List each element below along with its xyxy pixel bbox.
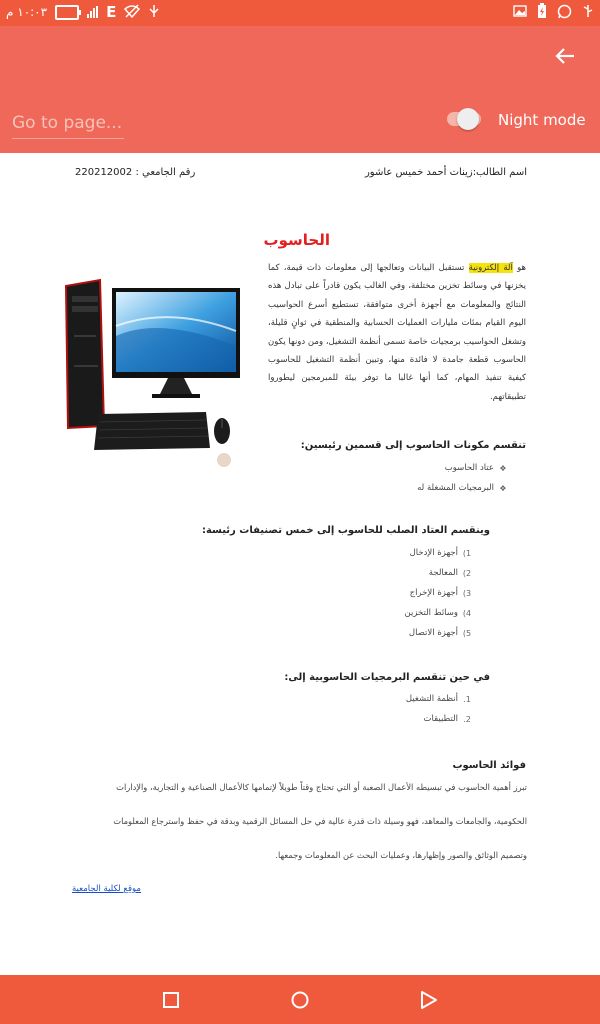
network-type: E [106, 3, 117, 21]
list-item: 3) أجهزة الإخراج [409, 588, 472, 598]
back-triangle-icon[interactable] [416, 987, 442, 1013]
software-heading: في حين تنقسم البرمجيات الحاسوبية إلى: [284, 672, 490, 683]
student-id: رقم الجامعي : 220212002 [75, 167, 196, 178]
usb-icon [148, 4, 160, 20]
benefits-line: وتصميم الوثائق والصور وإظهارها، وعمليات البحث عن المعلومات وجمعها. [275, 850, 527, 860]
intro-line: ثوانٍ قليلة، وتشغل الحواسيب برمجيات خاصة تسمى أنظمة التشغيل، [268, 318, 526, 347]
battery-charging-icon [537, 3, 547, 23]
components-heading: تنقسم مكونات الحاسوب إلى قسمين رئيسين: [300, 440, 526, 451]
intro-line: يخزنها في وسائط تخزين مختلفة، وفي الغالب يكون قادراً على تبادل [284, 281, 526, 292]
recents-square-icon[interactable] [158, 987, 184, 1013]
software-list [406, 689, 476, 729]
computer-image [60, 276, 244, 472]
intro-paragraph [268, 259, 526, 406]
list-item: 1. أنظمة التشغيل [405, 694, 471, 704]
page-title: الحاسوب [263, 231, 330, 249]
hardware-heading: وينقسم العتاد الصلب للحاسوب إلى خمس تصنيفات رئيسة: [201, 525, 490, 536]
intro-line: تستقبل البيانات وتعالجها إلى معلومات ذات قيمة، كما [268, 263, 465, 273]
night-mode-label: Night mode [498, 111, 586, 129]
intro-line: التشغيل للحاسوب كيفية تنفيذ المهام، كما أنها غالبا ما توفر بيئة [268, 355, 527, 384]
document-page[interactable] [0, 153, 600, 975]
list-item: 2) المعالجة [428, 568, 472, 578]
go-to-page-input[interactable] [12, 108, 124, 139]
benefits-heading: فوائد الحاسوب [452, 760, 526, 771]
list-item: ❖ عتاد الحاسوب [417, 458, 512, 478]
navigation-bar [0, 975, 600, 1024]
student-name: اسم الطالب:زينات أحمد خميس عاشور [364, 167, 527, 178]
signal-icon [87, 6, 98, 18]
usb-icon [582, 4, 594, 22]
benefits-line: الحكومية، والجامعات والمعاهد، فهو وسيلة ذات قدرة عالية في حل المسائل الرقمية وبدقة في حفظ واسترجاع المعلومات [113, 816, 527, 826]
battery-icon [55, 5, 79, 20]
toolbar [0, 26, 600, 153]
list-item: 4) وسائط التخزين [404, 608, 472, 618]
bullet-icon: ❖ [499, 463, 507, 473]
status-right [513, 3, 594, 23]
back-arrow-icon[interactable] [550, 44, 580, 74]
image-icon [513, 5, 527, 21]
status-left [6, 3, 160, 21]
highlighted-text: آلة إلكترونية [468, 263, 513, 273]
hardware-list [405, 543, 476, 643]
toggle-knob [457, 108, 479, 130]
clock: ١٠:٠٣ م [6, 5, 48, 19]
home-circle-icon[interactable] [287, 987, 313, 1013]
intro-prefix: هو [512, 263, 526, 273]
status-bar [0, 0, 600, 26]
list-item: 5) أجهزة الاتصال [408, 628, 472, 638]
components-list [417, 458, 512, 498]
list-item: 2. التطبيقات [423, 714, 471, 724]
list-item: ❖ البرمجيات المشغلة له [417, 478, 512, 498]
intro-line: ومن دونها يكون الحاسوب قطعة جامدة لا فائدة منها، وتبين أنظمة [268, 336, 526, 366]
intro-line: هذه النتائج والمعلومات مع أجهزة أخرى متوافقة، تستطيع أسرع [268, 281, 526, 310]
intro-line: الحواسيب اليوم القيام بمئات مليارات العمليات الحسابية والمنطقية في [268, 299, 527, 329]
benefits-line: تبرز أهمية الحاسوب في تبسيطه الأعمال الصعبة أو التي تحتاج وقتاً طويلاً لإتمامها كالأعمال الصناعية و التجارية، والإدارات [116, 782, 527, 792]
night-mode-toggle[interactable] [447, 112, 481, 126]
wifi-off-icon [124, 4, 140, 20]
college-link[interactable]: موقع لكلية الجامعية [72, 884, 141, 894]
intro-line: للمبرمجين ليطوروا تطبيقاتهم. [268, 373, 526, 402]
whatsapp-icon [557, 4, 572, 23]
bullet-icon: ❖ [499, 483, 507, 493]
list-item: 1) أجهزة الإدخال [409, 548, 472, 558]
